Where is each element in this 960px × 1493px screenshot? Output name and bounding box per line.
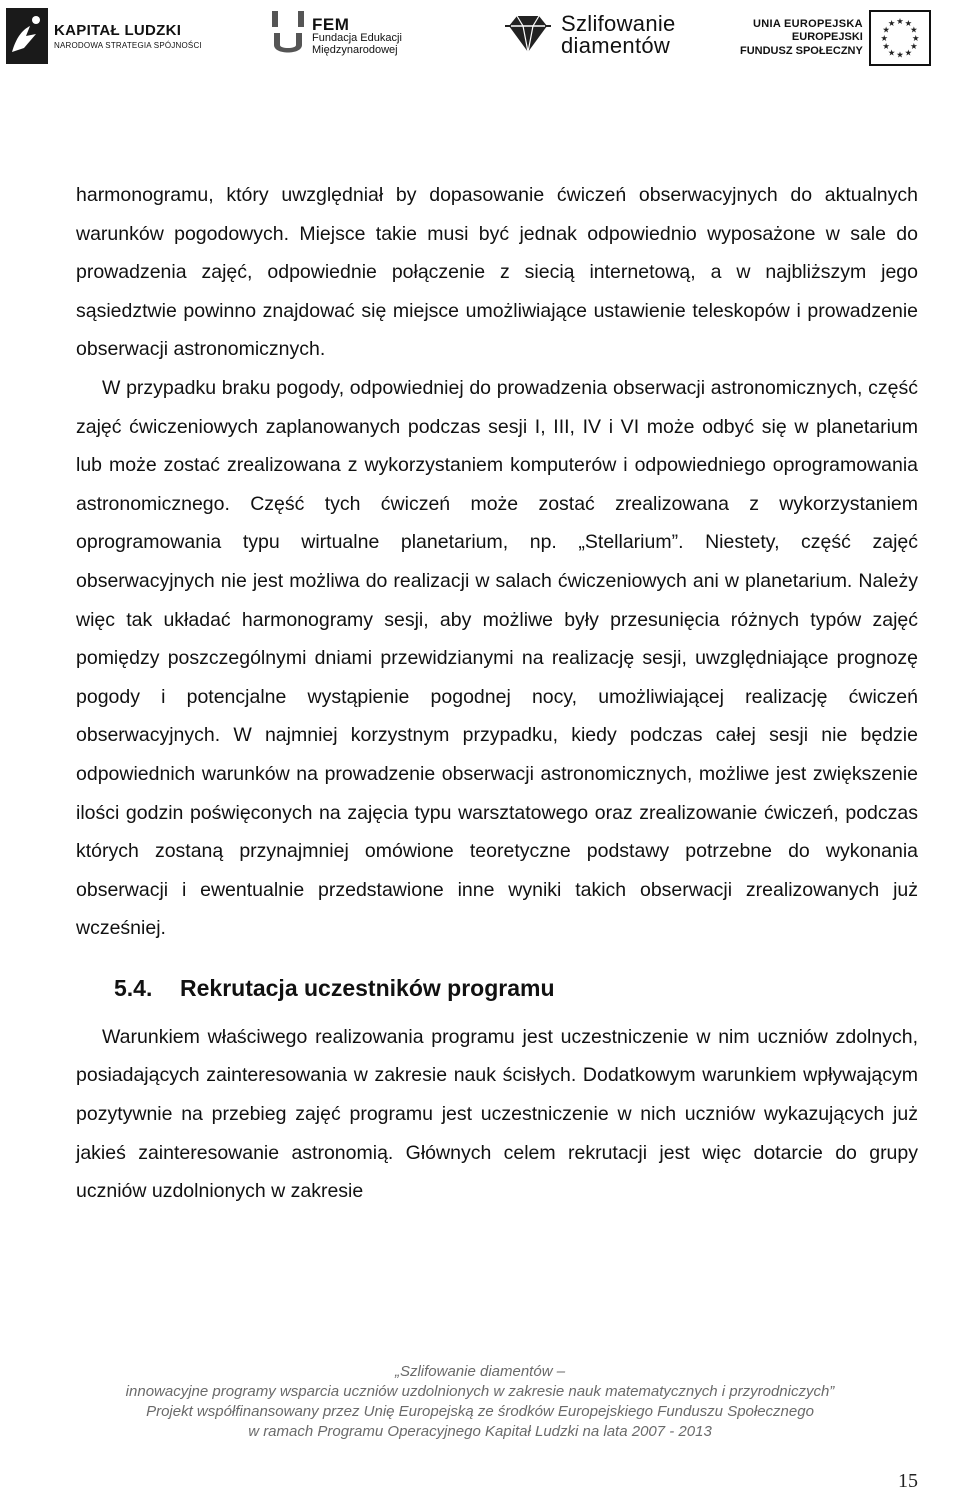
svg-text:★: ★ [887, 47, 896, 58]
paragraph-1: harmonogramu, który uwzględniał by dopasowanie ćwiczeń obserwacyjnych do aktualnych warunków pogodowych. Miejsce takie musi być jednak odpowiednio wyposażone w sale do prowadzenia zajęć, odpowiednie połączenie z siecią internetową, a w najbliższym jego sąsiedztwie powinno znajdować się miejsce umożliwiające ustawienie teleskopów i prowadzenie obserwacji astronomicznych. [76, 184, 918, 361]
ue-line2: EUROPEJSKI [791, 31, 863, 44]
footer-line-3: Projekt współfinansowany przez Unię Europejską ze środków Europejskiego Funduszu Społecznego [146, 1403, 814, 1420]
page-header [0, 0, 960, 72]
fem-emblem-icon [270, 9, 306, 63]
svg-text:★: ★ [910, 24, 918, 35]
fem-line1: Fundacja Edukacji [312, 32, 402, 45]
szlifowanie-line2: diamentów [561, 33, 671, 58]
svg-text:★: ★ [896, 49, 904, 60]
logo-szlifowanie-diamentow [505, 8, 676, 62]
kapital-ludzki-title: KAPITAŁ LUDZKI [54, 21, 182, 39]
logo-unia-europejska [740, 10, 931, 66]
section-number: 5.4. [114, 974, 153, 1001]
eu-flag-icon [869, 10, 931, 66]
svg-text:★: ★ [911, 32, 920, 43]
footer-line-1: „Szlifowanie diamentów – [394, 1363, 566, 1380]
svg-text:★: ★ [887, 17, 896, 28]
page-footer [0, 1362, 960, 1442]
ue-line1: UNIA EUROPEJSKA [753, 18, 863, 31]
ue-line3: FUNDUSZ SPOŁECZNY [740, 44, 863, 57]
logo-fem [270, 9, 402, 63]
footer-line-4: w ramach Programu Operacyjnego Kapitał Ludzki na lata 2007 - 2013 [248, 1423, 712, 1440]
logo-kapital-ludzki [6, 8, 202, 64]
svg-text:★: ★ [896, 16, 904, 27]
szlifowanie-line1: Szlifowanie [561, 11, 676, 36]
svg-text:★: ★ [882, 41, 890, 52]
fem-line2: Międzynarodowej [312, 43, 398, 56]
paragraph-3: Warunkiem właściwego realizowania programu jest uczestniczenie w nim uczniów zdolnych, posiadających zainteresowania w zakresie nauk ścisłych. Dodatkowym warunkiem wpływającym pozytywnie na przebieg zajęć programu jest uczestniczenie w nich uczniów wykazujących już jakieś zainteresowanie astronomią. Głównych celem rekrutacji jest więc dotarcie do grupy uczniów uzdolnionych w zakresie [76, 1025, 918, 1203]
section-title: Rekrutacja uczestników programu [180, 974, 555, 1001]
document-body [76, 176, 918, 1211]
svg-text:★: ★ [904, 47, 912, 58]
page-number: 15 [898, 1470, 918, 1492]
svg-text:★: ★ [882, 24, 890, 35]
footer-line-2: innowacyjne programy wsparcia uczniów uzdolnionych w zakresie nauk matematycznych i przyrodniczych” [125, 1383, 835, 1400]
svg-text:★: ★ [910, 41, 918, 52]
kapital-ludzki-emblem-icon [6, 8, 48, 64]
fem-title: FEM [312, 14, 350, 34]
svg-text:★: ★ [880, 32, 888, 43]
svg-text:★: ★ [904, 17, 912, 28]
kapital-ludzki-subtitle: NARODOWA STRATEGIA SPÓJNOŚCI [54, 40, 202, 50]
diamond-icon [505, 8, 551, 62]
section-heading [76, 968, 918, 1008]
paragraph-2: W przypadku braku pogody, odpowiedniej do prowadzenia obserwacji astronomicznych, część zajęć ćwiczeniowych zaplanowanych podczas sesji I, III, IV i VI może odbyć się w planetarium lub może zostać zrealizowana z wykorzystaniem komputerów i odpowiedniego oprogramowania astronomicznego. Część tych ćwiczeń może zostać zrealizowana z wykorzystaniem oprogramowania typu wirtualne planetarium, np. „Stellarium”. Niestety, część zajęć obserwacyjnych nie jest możliwa do realizacji w salach ćwiczeniowych ani w planetarium. Należy więc tak układać harmonogramy sesji, aby możliwe były przesunięcia różnych typów zajęć pomiędzy poszczególnymi dniami przewidzianymi na realizację sesji, uwzględniające prognozę pogody i potencjalne wystąpienie pogodnej nocy, umożliwiającej realizację ćwiczeń obserwacyjnych. W najmniej korzystnym przypadku, kiedy podczas całej sesji nie będzie odpowiednich warunków na prowadzenie obserwacji astronomicznych, możliwe jest zwiększenie ilości godzin poświęconych na zajęcia typu warsztatowego oraz zrealizowanie ćwiczeń, podczas których zostaną przynajmniej omówione teoretyczne podstawy potrzebne do wykonania obserwacji i ewentualnie przedstawione inne wyniki takich obserwacji zrealizowanych już wcześniej. [76, 376, 918, 940]
